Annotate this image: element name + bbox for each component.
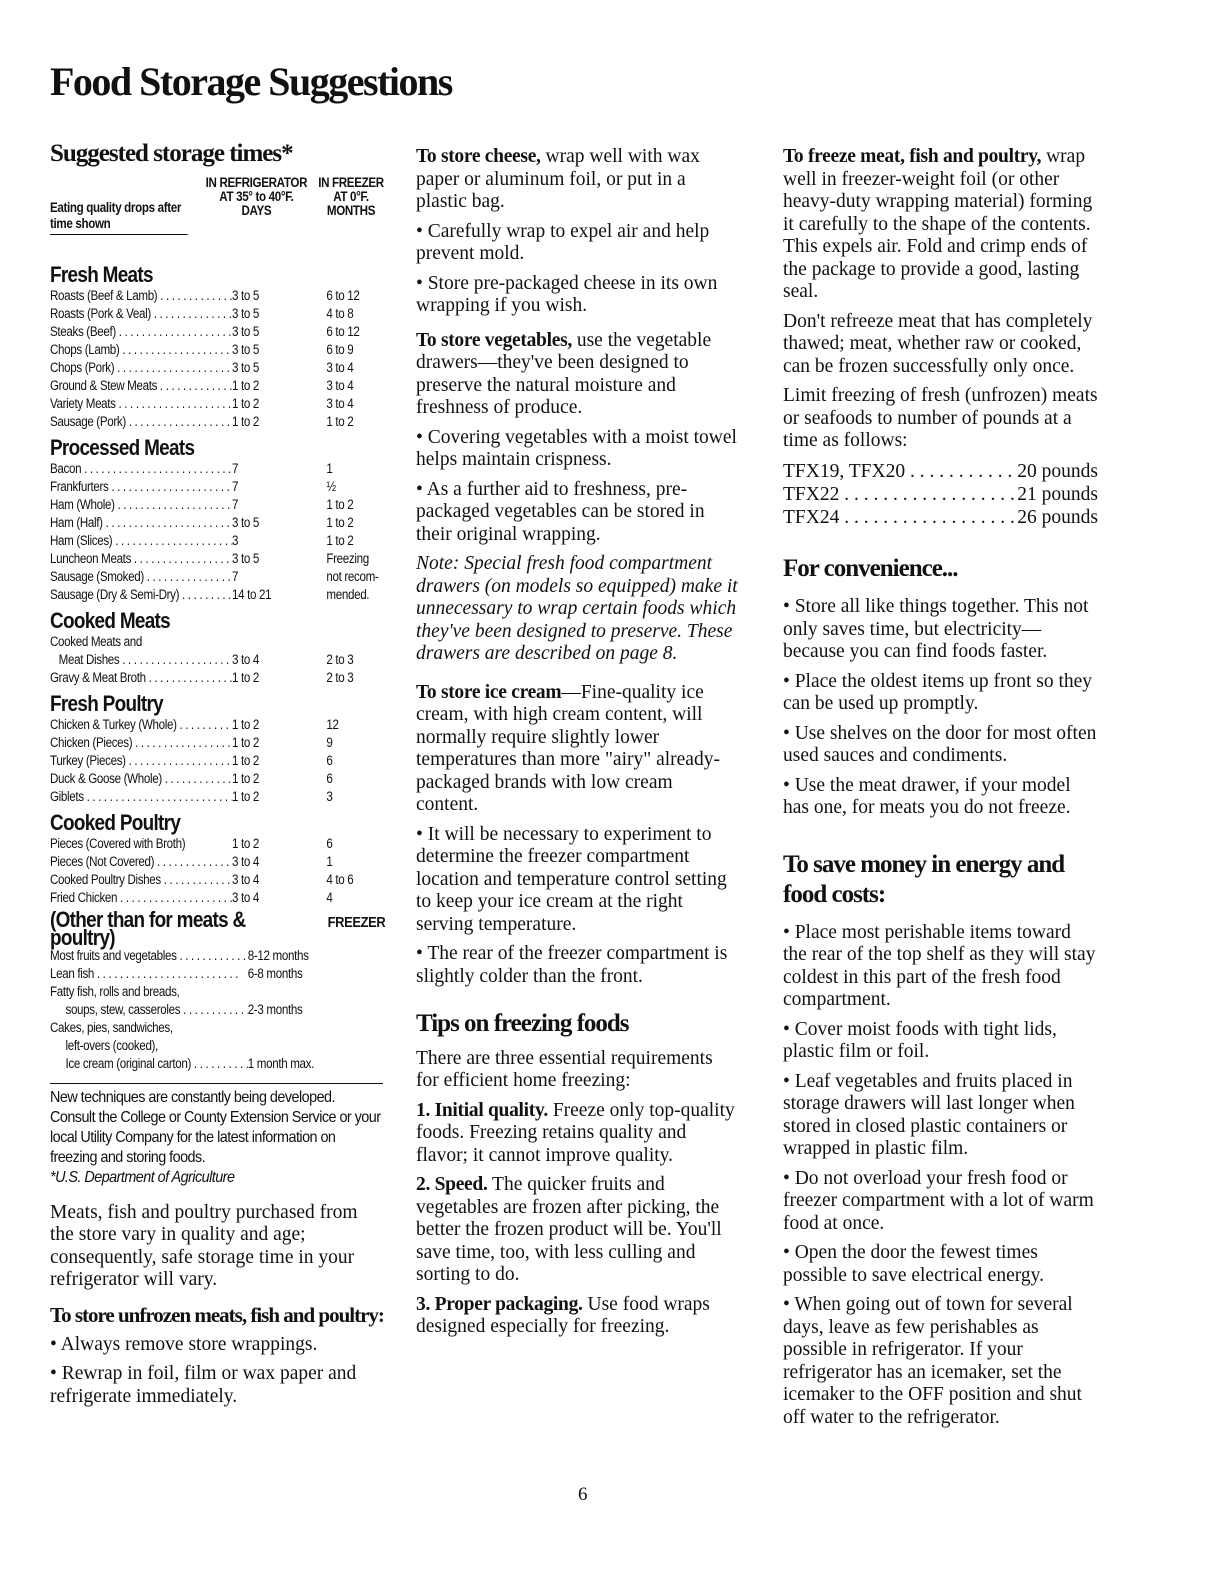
row-item: Fried Chicken . . .: [50, 889, 232, 907]
refreeze-paragraph: Don't refreeze meat that has completely thawed; meat, whether raw or cooked, can be frozen successfully only once.: [783, 310, 1093, 377]
table-row: [50, 287, 385, 305]
row-freezer-months: [326, 633, 385, 651]
tip-2-lead: 2. Speed.: [416, 1174, 488, 1195]
row-freezer-months: 6: [326, 752, 333, 768]
vegetables-text: use the vegetable drawers—they've been designed to preserve the natural moisture and freshness of produce.: [416, 329, 712, 418]
category-heading: Processed Meats: [50, 434, 195, 460]
row-freezer-months: 4 to 8: [326, 305, 354, 321]
other-item: left-overs (cooked),: [65, 1037, 158, 1053]
row-freezer-months: 3 to 4: [326, 395, 354, 411]
row-refrigerator-days: 3 to 4: [232, 889, 260, 905]
row-freezer-months: 2 to 3: [326, 669, 354, 685]
table-row: [50, 496, 385, 514]
row-refrigerator-days: 1 to 2: [232, 395, 260, 411]
row-freezer-months: 3: [326, 788, 333, 804]
row-item: Steaks (Beef) . . .: [50, 323, 232, 341]
row-item: Ham (Half) . . .: [50, 514, 232, 532]
cheese-text: wrap well with wax paper or aluminum foil, or put in a plastic bag.: [416, 146, 700, 212]
convenience-heading: For convenience...: [783, 554, 958, 582]
row-item: Roasts (Pork & Veal) . . .: [50, 305, 232, 323]
other-item: Fatty fish, rolls and breads,: [50, 983, 180, 999]
row-freezer-months: 2 to 3: [326, 651, 354, 667]
column-storage-times: [50, 140, 385, 1415]
tip-initial-quality: [416, 1100, 738, 1168]
row-freezer-months: 4 to 6: [326, 871, 354, 887]
row-freezer-months: 9: [326, 734, 333, 750]
table-row: [50, 532, 385, 550]
table-row: [50, 586, 385, 604]
pounds-model: TFX19, TFX20 . . .: [783, 460, 1017, 483]
energy-list: [783, 922, 1098, 1430]
other-item: Cakes, pies, sandwiches,: [50, 1019, 173, 1035]
energy-bullet: • Open the door the fewest times possible to save electrical energy.: [783, 1242, 1098, 1287]
row-refrigerator-days: 3: [232, 532, 239, 548]
row-freezer-months: 12: [326, 716, 339, 732]
table-row: [50, 305, 385, 323]
row-item: Ham (Whole) . . .: [50, 496, 232, 514]
tip-3-lead: 3. Proper packaging.: [416, 1293, 583, 1315]
convenience-bullet: • Place the oldest items up front so they can be used up promptly.: [783, 671, 1098, 716]
cheese-paragraph: [416, 146, 738, 214]
row-item: Cooked Meats and: [50, 633, 142, 649]
pounds-list: [783, 460, 1098, 529]
row-item: Duck & Goose (Whole) . . .: [50, 770, 232, 788]
row-item: Pieces (Not Covered) . . .: [50, 853, 232, 871]
table-row: [50, 669, 385, 687]
pounds-amount: 20 pounds: [1017, 460, 1098, 482]
row-refrigerator-days: 3 to 4: [232, 871, 260, 887]
category-heading: Fresh Poultry: [50, 690, 164, 716]
row-refrigerator-days: 7: [232, 496, 239, 512]
cheese-bullet-1: • Carefully wrap to expel air and help prevent mold.: [416, 221, 738, 266]
other-row: [50, 1019, 411, 1037]
other-item: Most fruits and vegetables . . .: [50, 947, 248, 965]
ice-cream-bullet-1: • It will be necessary to experiment to determine the freezer compartment location and temperature control setting to keep your ice cream at the right serving temperature.: [416, 824, 738, 937]
row-item: Sausage (Pork) . . .: [50, 413, 232, 431]
row-item: Frankfurters . . .: [50, 478, 232, 496]
row-refrigerator-days: 1 to 2: [232, 413, 260, 429]
category-heading: Cooked Poultry: [50, 809, 181, 835]
table-row: [50, 788, 385, 806]
row-refrigerator-days: 1 to 2: [232, 770, 260, 786]
freeze-meat-paragraph: [783, 146, 1098, 304]
row-item: Bacon . . .: [50, 460, 232, 478]
header-freezer: IN FREEZER AT 0°F. MONTHS: [318, 174, 384, 218]
row-freezer-months: 6 to 12: [326, 287, 360, 303]
row-item: Sausage (Dry & Semi-Dry) . . .: [50, 586, 232, 604]
row-item: Variety Meats . . .: [50, 395, 232, 413]
row-item: Pieces (Covered with Broth): [50, 835, 186, 851]
other-row: [50, 1055, 427, 1073]
unfrozen-bullet-2: • Rewrap in foil, film or wax paper and refrigerate immediately.: [50, 1363, 385, 1408]
row-refrigerator-days: [232, 633, 326, 651]
other-value: 2-3 months: [247, 1001, 303, 1017]
row-freezer-months: ½: [326, 478, 336, 494]
col1-body: [50, 1202, 385, 1409]
row-item: Chicken (Pieces) . . .: [50, 734, 232, 752]
tip-1-text: Freeze only top-quality foods. Freezing retains quality and flavor; it cannot improve quality.: [416, 1099, 735, 1166]
row-refrigerator-days: 3 to 5: [232, 341, 260, 357]
row-refrigerator-days: 3 to 5: [232, 550, 260, 566]
pounds-row: [783, 506, 1098, 529]
column-freezing-energy: [783, 146, 1098, 1436]
convenience-bullet: • Store all like things together. This not only saves time, but electricity—because you can find foods faster.: [783, 596, 1098, 664]
row-refrigerator-days: 1 to 2: [232, 734, 260, 750]
storage-times-heading: Suggested storage times*: [50, 140, 293, 167]
other-row: [50, 965, 411, 983]
row-item: Turkey (Pieces) . . .: [50, 752, 232, 770]
pounds-row: [783, 483, 1098, 506]
table-row: [50, 323, 385, 341]
table-row: [50, 395, 385, 413]
table-row: [50, 359, 385, 377]
storage-table: [50, 176, 385, 1073]
row-refrigerator-days: 1 to 2: [232, 835, 260, 851]
other-item: Lean fish . . .: [50, 965, 248, 983]
row-refrigerator-days: 1 to 2: [232, 716, 260, 732]
row-refrigerator-days: 3 to 5: [232, 323, 260, 339]
row-freezer-months: mended.: [326, 586, 370, 602]
freeze-lead: To freeze meat, fish and poultry,: [783, 146, 1042, 167]
row-item: Cooked Poultry Dishes . . .: [50, 871, 232, 889]
row-refrigerator-days: 3 to 4: [232, 853, 260, 869]
limit-paragraph: Limit freezing of fresh (unfrozen) meats or seafoods to number of pounds at a time as follows:: [783, 385, 1098, 451]
row-item: Ham (Slices) . . .: [50, 532, 232, 550]
other-value: 8-12 months: [247, 947, 309, 963]
row-item: Meat Dishes . . .: [50, 651, 232, 669]
pounds-amount: 21 pounds: [1017, 483, 1098, 505]
other-item: Ice cream (original carton) . . .: [65, 1055, 247, 1073]
ice-cream-paragraph: [416, 682, 738, 817]
table-row: [50, 734, 385, 752]
table-row: [50, 460, 385, 478]
page-number: 6: [578, 1484, 588, 1505]
pounds-model: TFX22 . . .: [783, 483, 1017, 506]
header-refrigerator: IN REFRIGERATOR AT 35° to 40°F. DAYS: [205, 174, 308, 218]
footnote: *U.S. Department of Agriculture: [50, 1168, 235, 1186]
other-value: 1 month max.: [247, 1055, 315, 1071]
table-row: [50, 514, 385, 532]
other-row: [50, 1037, 427, 1055]
row-item: Ground & Stew Meats . . .: [50, 377, 232, 395]
row-refrigerator-days: 7: [232, 568, 239, 584]
row-refrigerator-days: 1 to 2: [232, 377, 260, 393]
row-item: Chicken & Turkey (Whole) . . .: [50, 716, 232, 734]
row-freezer-months: 6: [326, 770, 333, 786]
other-row: [50, 983, 411, 1001]
row-refrigerator-days: 3 to 5: [232, 287, 260, 303]
header-quality-note: Eating quality drops after time shown: [50, 200, 188, 235]
disclaimer-text: New techniques are constantly being developed. Consult the College or County Extension Service or your local Utility Company for the latest information on freezing and storing foods.: [50, 1088, 381, 1166]
tip-2-text: The quicker fruits and vegetables are frozen after picking, the better the frozen product will be. You'll save time, too, with less culling and sorting to do.: [416, 1174, 722, 1285]
row-refrigerator-days: 1 to 2: [232, 669, 260, 685]
other-freezer-label: FREEZER: [327, 913, 386, 931]
other-row: [50, 947, 411, 965]
page-title: Food Storage Suggestions: [50, 59, 452, 104]
tip-speed: [416, 1174, 738, 1287]
vegetables-paragraph: [416, 330, 738, 420]
table-row: [50, 651, 385, 669]
table-row: [50, 889, 385, 907]
vegetables-bullet-2: • As a further aid to freshness, pre-packaged vegetables can be stored in their original wrapping.: [416, 479, 738, 547]
column-storing-tips: [416, 146, 738, 1346]
row-freezer-months: 4: [326, 889, 333, 905]
row-freezer-months: Freezing: [326, 550, 369, 566]
convenience-list: [783, 596, 1098, 820]
other-item: soups, stew, casseroles . . .: [65, 1001, 247, 1019]
row-refrigerator-days: 1 to 2: [232, 752, 260, 768]
table-row: [50, 377, 385, 395]
meats-paragraph: Meats, fish and poultry purchased from the store vary in quality and age; consequently, safe storage time in your refrigerator will vary.: [50, 1201, 358, 1290]
cheese-bullet-2: • Store pre-packaged cheese in its own wrapping if you wish.: [416, 273, 738, 318]
other-foods-header: [50, 906, 386, 950]
row-freezer-months: 3 to 4: [326, 377, 354, 393]
table-row: [50, 568, 385, 586]
row-freezer-months: 1 to 2: [326, 496, 354, 512]
row-freezer-months: 1 to 2: [326, 413, 354, 429]
table-row: [50, 413, 385, 431]
pounds-row: [783, 460, 1098, 483]
convenience-bullet: • Use shelves on the door for most often used sauces and condiments.: [783, 723, 1098, 768]
row-refrigerator-days: 1 to 2: [232, 788, 260, 804]
vegetables-lead: To store vegetables,: [416, 329, 572, 351]
row-item: Sausage (Smoked) . . .: [50, 568, 232, 586]
unfrozen-heading: To store unfrozen meats, fish and poultry:: [50, 1302, 384, 1327]
row-refrigerator-days: 3 to 4: [232, 651, 260, 667]
table-header: [50, 176, 385, 258]
row-freezer-months: 6 to 9: [326, 341, 354, 357]
other-foods-list: [50, 947, 385, 1073]
tip-3-text: Use food wraps designed especially for freezing.: [416, 1293, 710, 1337]
energy-bullet: • Place most perishable items toward the rear of the top shelf as they will stay coldest in this part of the fresh food compartment.: [783, 922, 1098, 1012]
vegetables-bullet-1: • Covering vegetables with a moist towel helps maintain crispness.: [416, 427, 738, 472]
row-item: Gravy & Meat Broth . . .: [50, 669, 232, 687]
storage-categories: [50, 262, 385, 907]
category-heading: Cooked Meats: [50, 607, 171, 633]
row-item: Giblets . . .: [50, 788, 232, 806]
table-row: [50, 550, 385, 568]
freeze-text: wrap well in freezer-weight foil (or other heavy-duty wrapping material) forming it carefully to the shape of the contents. This expels air. Fold and crimp ends of the package to provide a good, lasting seal.: [783, 146, 1093, 302]
tips-intro: There are three essential requirements for efficient home freezing:: [416, 1047, 713, 1091]
energy-bullet: • Cover moist foods with tight lids, plastic film or foil.: [783, 1019, 1098, 1064]
table-row: [50, 770, 385, 788]
row-freezer-months: 6 to 12: [326, 323, 360, 339]
pounds-amount: 26 pounds: [1017, 506, 1098, 528]
table-row: [50, 478, 385, 496]
disclaimer: [50, 1083, 383, 1188]
row-item: Luncheon Meats . . .: [50, 550, 232, 568]
convenience-bullet: • Use the meat drawer, if your model has one, for meats you do not freeze.: [783, 775, 1098, 820]
row-item: Chops (Pork) . . .: [50, 359, 232, 377]
row-freezer-months: 6: [326, 835, 333, 851]
other-value: 6-8 months: [247, 965, 303, 981]
table-row: [50, 341, 385, 359]
table-row: [50, 871, 385, 889]
energy-bullet: • Do not overload your fresh food or freezer compartment with a lot of warm food at once.: [783, 1168, 1098, 1236]
row-freezer-months: 1: [326, 853, 333, 869]
cheese-lead: To store cheese,: [416, 146, 541, 167]
unfrozen-bullet-1: • Always remove store wrappings.: [50, 1334, 385, 1357]
row-refrigerator-days: 14 to 21: [232, 586, 272, 602]
ice-cream-bullet-2: • The rear of the freezer compartment is slightly colder than the front.: [416, 943, 738, 988]
row-freezer-months: 1 to 2: [326, 514, 354, 530]
drawers-note: Note: Special fresh food compartment drawers (on models so equipped) make it unnecessary to wrap certain foods which they've been designed to preserve. These drawers are described on page 8.: [416, 553, 738, 664]
tips-heading: Tips on freezing foods: [416, 1010, 629, 1037]
row-refrigerator-days: 3 to 5: [232, 359, 260, 375]
table-row: [50, 835, 385, 853]
energy-bullet: • When going out of town for several days, leave as few perishables as possible in refrigerator. If your refrigerator has an icemaker, set the icemaker to the OFF position and shut off water to the refrigerator.: [783, 1294, 1098, 1429]
row-item: Roasts (Beef & Lamb) . . .: [50, 287, 232, 305]
row-freezer-months: 1 to 2: [326, 532, 354, 548]
row-freezer-months: 1: [326, 460, 333, 476]
ice-cream-text: —Fine-quality ice cream, with high cream content, will normally require slightly lower temperatures than more "airy" already-packaged brands with low cream content.: [416, 681, 720, 815]
other-foods-heading: (Other than for meats & poultry): [50, 906, 246, 950]
other-row: [50, 1001, 427, 1019]
energy-bullet: • Leaf vegetables and fruits placed in storage drawers will last longer when stored in closed plastic containers or wrapped in plastic film.: [783, 1071, 1098, 1161]
table-row: [50, 633, 385, 651]
row-refrigerator-days: 3 to 5: [232, 305, 260, 321]
row-refrigerator-days: 7: [232, 478, 239, 494]
table-row: [50, 752, 385, 770]
row-freezer-months: not recom-: [326, 568, 379, 584]
row-freezer-months: 3 to 4: [326, 359, 354, 375]
ice-cream-lead: To store ice cream: [416, 681, 562, 703]
category-heading: Fresh Meats: [50, 261, 153, 287]
energy-heading: To save money in energy and food costs:: [783, 850, 1065, 908]
row-item: Chops (Lamb) . . .: [50, 341, 232, 359]
table-row: [50, 853, 385, 871]
table-row: [50, 716, 385, 734]
row-refrigerator-days: 3 to 5: [232, 514, 260, 530]
tip-packaging: [416, 1294, 738, 1339]
tip-1-lead: 1. Initial quality.: [416, 1099, 548, 1121]
row-refrigerator-days: 7: [232, 460, 239, 476]
pounds-model: TFX24 . . .: [783, 506, 1017, 529]
